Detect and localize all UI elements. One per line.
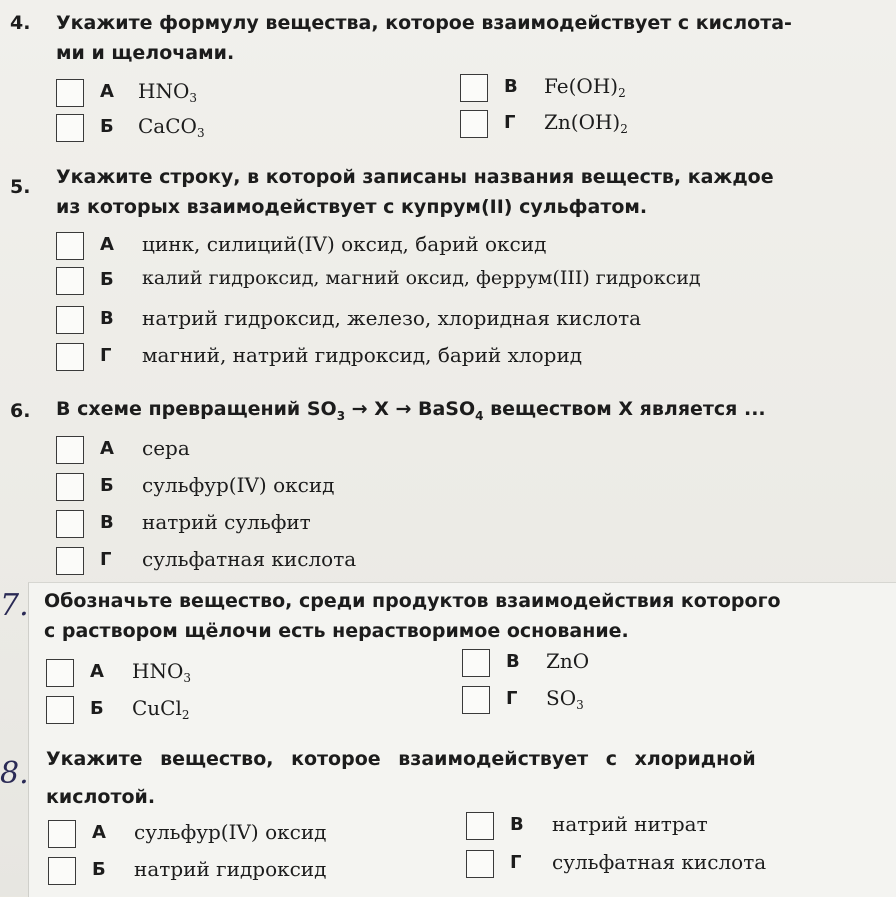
question-number: 5. [10, 176, 31, 198]
handwritten-question-number: 7. [0, 588, 29, 623]
option-text: натрий нитрат [552, 812, 708, 836]
answer-checkbox[interactable] [460, 110, 488, 138]
handwritten-question-number: 8. [0, 756, 29, 791]
option-letter: Б [100, 475, 114, 496]
question-text-line: Укажите формулу вещества, которое взаимодействует с кислота- [56, 12, 792, 34]
option-text: калий гидроксид, магний оксид, феррум(III) гидроксид [142, 267, 701, 289]
option-formula: ZnO [546, 649, 590, 673]
question-number: 6. [10, 400, 31, 422]
option-letter: Б [92, 859, 106, 880]
option-letter: Г [504, 112, 516, 133]
option-letter: Г [506, 688, 518, 709]
answer-checkbox[interactable] [56, 547, 84, 575]
option-text: цинк, силиций(IV) оксид, барий оксид [142, 232, 547, 256]
answer-checkbox[interactable] [48, 857, 76, 885]
question-text-line: кислотой. [46, 786, 156, 808]
answer-checkbox[interactable] [56, 436, 84, 464]
option-formula: $Zn(OH)_2$ [544, 110, 628, 136]
answer-checkbox[interactable] [466, 850, 494, 878]
answer-checkbox[interactable] [56, 473, 84, 501]
option-formula: CaCO$_3$ [138, 114, 205, 140]
option-letter: А [100, 438, 114, 459]
answer-checkbox[interactable] [46, 696, 74, 724]
option-letter: А [92, 822, 106, 843]
option-text: натрий гидроксид, железо, хлоридная кислота [142, 306, 642, 330]
answer-checkbox[interactable] [48, 820, 76, 848]
option-formula: CuCl$_2$ [132, 696, 190, 722]
option-letter: А [100, 81, 114, 102]
option-formula: $HNO_3$ [138, 79, 197, 105]
option-letter: В [506, 651, 520, 672]
option-letter: Г [100, 345, 112, 366]
option-text: магний, натрий гидроксид, барий хлорид [142, 343, 583, 367]
option-text: сульфатная кислота [552, 850, 767, 874]
option-letter: В [510, 814, 524, 835]
answer-checkbox[interactable] [56, 510, 84, 538]
option-letter: А [90, 661, 104, 682]
answer-checkbox[interactable] [460, 74, 488, 102]
question-text-line: Укажите вещество, которое взаимодействует с хлоридной [46, 748, 756, 770]
option-text: натрий гидроксид [134, 857, 327, 881]
answer-checkbox[interactable] [56, 306, 84, 334]
answer-checkbox[interactable] [56, 267, 84, 295]
option-letter: Б [100, 116, 114, 137]
option-letter: В [100, 308, 114, 329]
option-formula: $Fe(OH)_2$ [544, 74, 626, 100]
option-letter: Г [510, 852, 522, 873]
option-letter: Б [90, 698, 104, 719]
question-text-line: Укажите строку, в которой записаны названия веществ, каждое [56, 166, 774, 188]
option-text: сульфур(IV) оксид [142, 473, 335, 497]
option-letter: Б [100, 269, 114, 290]
answer-checkbox[interactable] [462, 649, 490, 677]
answer-checkbox[interactable] [56, 343, 84, 371]
option-text: сульфур(IV) оксид [134, 820, 327, 844]
answer-checkbox[interactable] [56, 114, 84, 142]
option-letter: Г [100, 549, 112, 570]
answer-checkbox[interactable] [462, 686, 490, 714]
option-letter: В [100, 512, 114, 533]
option-formula: $HNO_3$ [132, 659, 191, 685]
question-text-line: из которых взаимодействует с купрум(II) сульфатом. [56, 196, 648, 218]
option-text: натрий сульфит [142, 510, 311, 534]
option-text: сульфатная кислота [142, 547, 357, 571]
question-number: 4. [10, 12, 31, 34]
option-letter: А [100, 234, 114, 255]
answer-checkbox[interactable] [46, 659, 74, 687]
option-text: сера [142, 436, 190, 460]
question-text-line: ми и щелочами. [56, 42, 235, 64]
answer-checkbox[interactable] [56, 79, 84, 107]
option-formula: $SO_3$ [546, 686, 584, 712]
answer-checkbox[interactable] [466, 812, 494, 840]
question-text-line: Обозначьте вещество, среди продуктов взаимодействия которого [44, 590, 781, 612]
option-letter: В [504, 76, 518, 97]
question-text-line: с раствором щёлочи есть нерастворимое основание. [44, 620, 629, 642]
answer-checkbox[interactable] [56, 232, 84, 260]
question-text-line: В схеме превращений $SO_3 \to X$ → BaSO$_4$ веществом X является ... [56, 398, 766, 423]
